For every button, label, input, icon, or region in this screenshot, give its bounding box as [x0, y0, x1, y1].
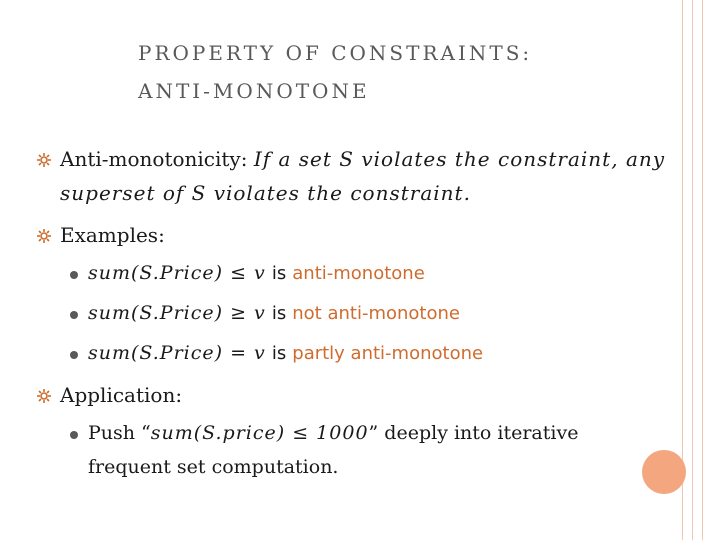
- example-item: [88, 342, 483, 364]
- bullet-application: Application:: [60, 383, 183, 407]
- application-expression: sum(S.price) ≤ 1000: [150, 422, 369, 444]
- example-is: is: [271, 343, 287, 364]
- example-result: anti-monotone: [292, 263, 425, 284]
- gear-flower-icon: [36, 152, 52, 168]
- example-is: is: [271, 303, 287, 324]
- dot-icon: [70, 431, 78, 439]
- bullet-antimonotonicity: [60, 147, 665, 171]
- application-prefix: Push “: [88, 422, 151, 444]
- example-expression: sum(S.Price) ≥ v: [88, 302, 266, 324]
- definition-text: If a set S violates the constraint, any: [253, 147, 666, 171]
- definition-text-continued: superset of S violates the constraint.: [60, 181, 471, 205]
- example-is: is: [271, 263, 287, 284]
- example-expression: sum(S.Price) ≤ v: [88, 262, 266, 284]
- example-result: partly anti-monotone: [292, 343, 484, 364]
- example-item: [88, 262, 425, 284]
- bullet-examples: Examples:: [60, 223, 165, 247]
- example-expression: sum(S.Price) = v: [88, 342, 266, 364]
- application-item: [88, 422, 578, 444]
- dot-icon: [70, 311, 78, 319]
- dot-icon: [70, 271, 78, 279]
- gear-flower-icon: [36, 228, 52, 244]
- application-item-continued: frequent set computation.: [88, 456, 339, 478]
- title-line-1: PROPERTY OF CONSTRAINTS:: [138, 41, 533, 65]
- title-line-2: ANTI-MONOTONE: [138, 79, 370, 103]
- slide-title: [138, 34, 532, 110]
- decorative-circle: [642, 450, 686, 494]
- example-result: not anti-monotone: [292, 303, 460, 324]
- slide-border-line: [692, 0, 693, 540]
- gear-flower-icon: [36, 388, 52, 404]
- application-suffix: ” deeply into iterative: [368, 422, 579, 444]
- dot-icon: [70, 351, 78, 359]
- bullet-lead: Anti-monotonicity:: [60, 147, 248, 171]
- example-item: [88, 302, 460, 324]
- slide-border-line: [702, 0, 703, 540]
